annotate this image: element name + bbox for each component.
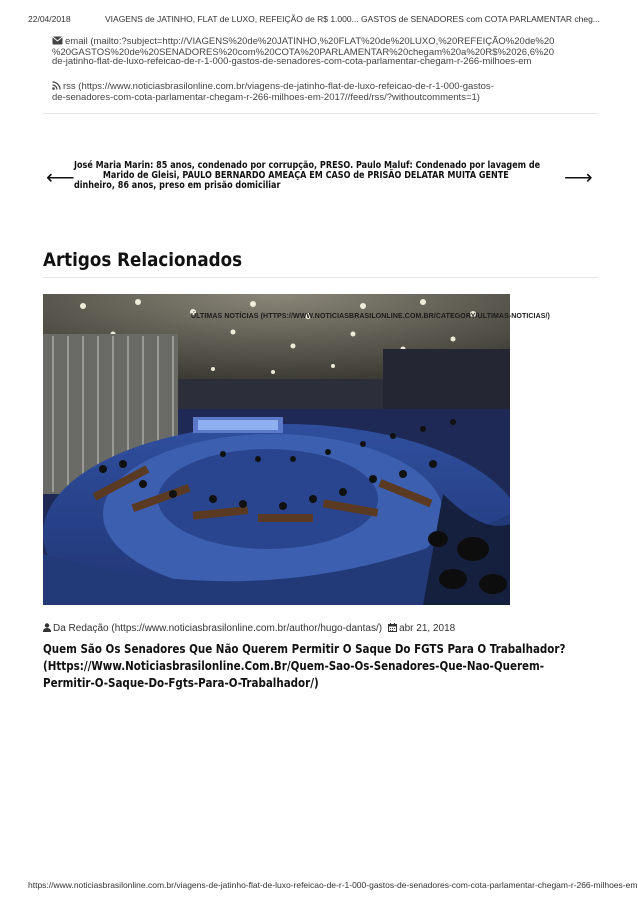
share-divider xyxy=(43,113,598,114)
author-link[interactable]: Da Redação (https://www.noticiasbrasilonline.com.br/author/hugo-dantas/) xyxy=(53,623,383,634)
category-link[interactable]: ÚLTIMAS NOTÍCIAS (HTTPS://WWW.NOTICIASBRASILONLINE.COM.BR/CATEGORY/ULTIMAS-NOTICIAS/) xyxy=(191,313,550,320)
email-share-line-2: %20GASTOS%20de%20SENADORES%20com%20COTA%20PARLAMENTAR%20chegam%20a%20R$%2026,6%20 xyxy=(52,46,554,58)
print-footer-url: https://www.noticiasbrasilonline.com.br/viagens-de-jatinho-flat-de-luxo-refeicao-de-r-1-000-gastos-de-senadores-com-cota-parlamentar-chegam-r-266-milhoes-em xyxy=(28,880,638,890)
calendar-icon xyxy=(388,623,397,635)
envelope-icon xyxy=(52,36,63,48)
previous-post-link-continued[interactable]: dinheiro, 86 anos, preso em prisão domiciliar xyxy=(74,180,281,191)
email-share-text-1: email (mailto:?subject=http://VIAGENS%20de%20JATINHO,%20FLAT%20de%20LUXO,%20REFEIÇÃO%20de%20 xyxy=(65,36,555,47)
article-title-link[interactable] xyxy=(43,641,566,692)
article-thumbnail-image[interactable] xyxy=(43,294,510,605)
rss-line-1 xyxy=(52,81,612,93)
previous-post-link[interactable]: José Maria Marin: 85 anos, condenado por corrupção, PRESO. Paulo Maluf: Condenado por lavagem de xyxy=(74,160,541,171)
related-articles-heading: Artigos Relacionados xyxy=(43,249,243,271)
article-title-line-1: Quem São Os Senadores Que Não Querem Permitir O Saque Do FGTS Para O Trabalhador? xyxy=(43,642,566,656)
email-share-line-3: de-jatinho-flat-de-luxo-refeicao-de-r-1-000-gastos-de-senadores-com-cota-parlamentar-chegam-r-266-milhoes-em xyxy=(52,56,532,67)
heading-divider xyxy=(43,277,598,278)
rss-feed-link[interactable] xyxy=(52,81,612,102)
article-title-line-2: (Https://Www.Noticiasbrasilonline.Com.Br/Quem-Sao-Os-Senadores-Que-Nao-Querem- xyxy=(43,659,545,673)
email-share-line-1 xyxy=(52,36,638,48)
print-page-title: VIAGENS de JATINHO, FLAT de LUXO, REFEIÇÃO de R$ 1.000... GASTOS de SENADORES com COTA PARLAMENTAR cheg... xyxy=(105,14,600,24)
next-post-link[interactable]: Marido de Gleisi, PAULO BERNARDO AMEAÇA EM CASO de PRISÃO DELATAR MUITA GENTE xyxy=(102,170,509,181)
rss-line-2: de-senadores-com-cota-parlamentar-chegam-r-266-milhoes-em-2017//feed/rss/?withoutcomments=1) xyxy=(52,91,480,103)
article-title-line-3: Permitir-O-Saque-Do-Fgts-Para-O-Trabalhador/) xyxy=(43,676,319,690)
article-meta xyxy=(43,623,455,635)
rss-icon xyxy=(52,81,61,93)
print-date: 22/04/2018 xyxy=(28,14,71,24)
next-post-arrow-icon[interactable]: ⟶ xyxy=(564,167,593,189)
rss-text-1: rss (https://www.noticiasbrasilonline.com.br/viagens-de-jatinho-flat-de-luxo-refeicao-de-r-1-000-gastos- xyxy=(63,81,494,92)
user-icon xyxy=(43,623,51,635)
article-date: abr 21, 2018 xyxy=(399,623,456,634)
post-navigation xyxy=(74,160,541,191)
email-share-link[interactable] xyxy=(52,36,638,67)
previous-post-arrow-icon[interactable]: ⟵ xyxy=(46,167,75,189)
